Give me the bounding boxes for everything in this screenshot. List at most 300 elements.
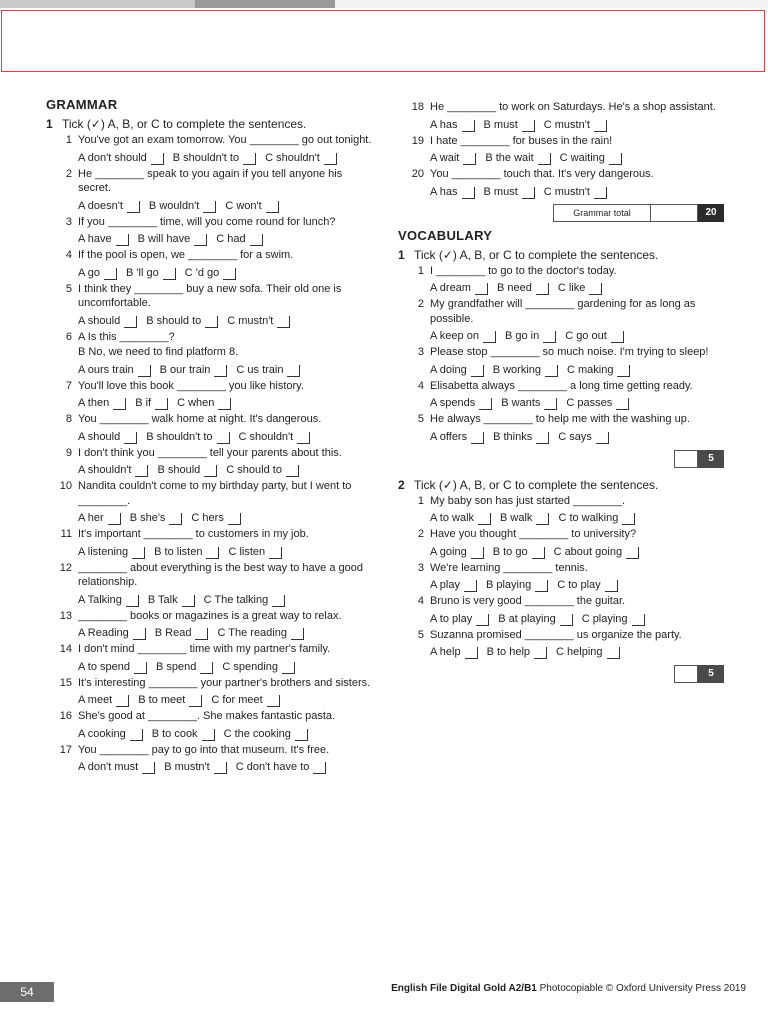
tick-box[interactable] (266, 201, 279, 213)
answer-option (498, 612, 572, 626)
right-column (398, 99, 724, 693)
question-text: ________ books or magazines is a great way to relax. (78, 609, 342, 622)
answer-option (493, 545, 545, 559)
answer-option (78, 232, 129, 246)
tick-box[interactable] (536, 283, 549, 295)
tick-box[interactable] (138, 365, 151, 377)
answer-option (567, 363, 630, 377)
question-number: 4 (65, 249, 72, 261)
tick-box[interactable] (479, 398, 492, 410)
tick-box[interactable] (626, 547, 639, 559)
option-label: B wouldn't (148, 199, 200, 212)
answer-option (149, 199, 216, 213)
question-number: 8 (65, 413, 72, 425)
question-number: 9 (65, 446, 72, 459)
answer-option (493, 430, 549, 444)
answer-option (135, 396, 168, 410)
tick-box[interactable] (324, 153, 337, 165)
question-number: 16 (59, 710, 72, 722)
answer-option (556, 645, 619, 659)
option-label: A listening (78, 545, 129, 558)
tick-box[interactable] (616, 398, 629, 410)
tick-box[interactable] (589, 283, 602, 295)
option-label: A her (78, 512, 104, 524)
tick-box[interactable] (471, 432, 484, 444)
tick-box[interactable] (104, 268, 117, 280)
score-field[interactable] (674, 665, 698, 683)
tick-box[interactable] (471, 547, 484, 559)
answer-option (430, 511, 491, 525)
question-number: 12 (59, 561, 72, 574)
tick-box[interactable] (605, 580, 618, 592)
option-label: A should (78, 430, 121, 443)
answer-option (78, 626, 146, 640)
answer-option (558, 511, 635, 525)
tick-box[interactable] (195, 628, 208, 640)
answer-option (204, 593, 286, 607)
question-item (46, 167, 374, 213)
answer-option (430, 329, 496, 343)
question-item (46, 248, 374, 280)
question-text: Suzanna promised ________ us organize the party. (430, 628, 682, 641)
option-label: B to help (486, 646, 531, 658)
option-label: C shouldn't (265, 151, 320, 164)
option-label: B shouldn't to (146, 430, 213, 443)
question-number: 7 (65, 379, 72, 392)
tick-box[interactable] (116, 234, 129, 246)
tick-box[interactable] (594, 120, 607, 132)
answer-option (430, 363, 484, 377)
answer-option (485, 151, 550, 165)
question-text: You've got an exam tomorrow. You ________ go out tonight. (78, 134, 372, 146)
grammar-task-instruction (46, 117, 374, 131)
question-text: Have you thought ________ to university? (430, 528, 637, 540)
option-label: C mustn't (543, 185, 590, 198)
grammar-total-label: Grammar total (553, 204, 651, 222)
answer-option (430, 578, 477, 592)
question-text: He ________ speak to you again if you tell anyone his secret. (78, 167, 343, 194)
option-label: C won't (225, 199, 262, 212)
vocab-task1-score (398, 450, 724, 468)
answer-option (557, 578, 617, 592)
answer-option (78, 545, 145, 559)
option-label: C to play (557, 579, 601, 591)
tick-box[interactable] (203, 201, 216, 213)
tick-box[interactable] (142, 762, 155, 774)
tick-box[interactable] (155, 398, 168, 410)
tick-box[interactable] (223, 268, 236, 280)
answer-option (152, 727, 215, 741)
task-number: 1 (46, 117, 53, 131)
answer-option (430, 118, 475, 132)
question-item (398, 527, 724, 559)
question-number: 3 (65, 215, 72, 228)
option-label: A shouldn't (78, 464, 132, 476)
question-number: 5 (417, 413, 424, 425)
tick-box[interactable] (126, 595, 139, 607)
tick-box[interactable] (611, 331, 624, 343)
tick-box[interactable] (476, 614, 489, 626)
answer-option (78, 314, 137, 328)
question-text: I don't mind ________ time with my partner's family. (78, 643, 331, 655)
tick-box[interactable] (194, 234, 207, 246)
answer-option (505, 329, 556, 343)
option-label: C listen (228, 545, 266, 558)
answer-option (146, 314, 218, 328)
tick-box[interactable] (127, 201, 140, 213)
option-label: B will have (137, 233, 191, 245)
tick-box[interactable] (545, 365, 558, 377)
option-label: C don't have to (235, 761, 310, 773)
tick-box[interactable] (282, 662, 295, 674)
question-text: Elisabetta always ________ a long time getting ready. (430, 379, 693, 392)
answer-option (78, 660, 147, 674)
question-text: Bruno is very good ________ the guitar. (430, 595, 626, 607)
option-label: B spend (156, 660, 197, 673)
tick-box[interactable] (113, 398, 126, 410)
tick-box[interactable] (134, 662, 147, 674)
option-label: B thinks (493, 430, 533, 443)
option-label: A to spend (78, 660, 130, 673)
answer-option (430, 185, 475, 199)
option-label: B Talk (147, 593, 178, 606)
answer-option (430, 151, 476, 165)
footer-credit (391, 982, 746, 996)
question-text: She's good at ________. She makes fantastic pasta. (78, 710, 336, 722)
answer-option (558, 430, 609, 444)
tick-box[interactable] (478, 513, 491, 525)
tick-box[interactable] (287, 365, 300, 377)
question-text: It's important ________ to customers in my job. (78, 528, 309, 540)
tick-box[interactable] (116, 695, 129, 707)
answer-option (155, 626, 209, 640)
question-text: We're learning ________ tennis. (430, 561, 588, 574)
tick-box[interactable] (544, 398, 557, 410)
question-number: 5 (417, 628, 424, 641)
question-item (46, 709, 374, 741)
option-label: C for meet (211, 694, 263, 706)
answer-option (211, 693, 279, 707)
option-label: C about going (553, 545, 623, 558)
option-label: C us train (236, 363, 284, 376)
option-label: B must (483, 118, 518, 131)
option-label: B to go (492, 545, 528, 558)
option-label: A Talking (78, 593, 122, 606)
question-text: You ________ pay to go into that museum. It's free. (78, 743, 330, 756)
answer-option (138, 232, 208, 246)
tick-box[interactable] (475, 283, 488, 295)
tick-box[interactable] (632, 614, 645, 626)
answer-option (430, 545, 484, 559)
answer-option (78, 463, 148, 477)
tick-box[interactable] (522, 120, 535, 132)
tick-box[interactable] (594, 187, 607, 199)
tick-box[interactable] (218, 398, 231, 410)
instruction-text: Tick (✓) A, B, or C to complete the sentences. (414, 247, 659, 262)
book-title: English File Digital Gold A2/B1 (391, 983, 537, 994)
question-text: Nandita couldn't come to my birthday party, but I went to ________. (78, 480, 352, 507)
tick-box[interactable] (536, 432, 549, 444)
question-number: 17 (59, 743, 72, 756)
instruction-text: Tick (✓) A, B, or C to complete the sentences. (414, 477, 659, 492)
answer-option (154, 545, 219, 559)
answer-option (130, 511, 183, 525)
question-item (398, 100, 724, 132)
tick-box[interactable] (202, 729, 215, 741)
answer-option (157, 463, 217, 477)
question-number: 4 (417, 379, 424, 392)
tick-box[interactable] (205, 316, 218, 328)
tick-box[interactable] (465, 647, 478, 659)
vocab-task2-score (398, 665, 724, 683)
question-number: 2 (417, 298, 424, 310)
question-text: My grandfather will ________ gardening for as long as possible. (430, 298, 696, 325)
tick-box[interactable] (135, 465, 148, 477)
question-text: A Is this ________? (78, 330, 175, 343)
tick-box[interactable] (267, 695, 280, 707)
answer-option (558, 281, 603, 295)
option-label: A should (78, 314, 121, 327)
option-label: A going (430, 545, 467, 558)
tick-box[interactable] (297, 432, 310, 444)
tick-box[interactable] (295, 729, 308, 741)
option-label: A wait (430, 152, 460, 164)
instruction-text: Tick (✓) A, B, or C to complete the sentences. (62, 117, 307, 131)
tick-box[interactable] (269, 547, 282, 559)
answer-option (164, 760, 227, 774)
question-item (46, 133, 374, 165)
question-text: ________ about everything is the best way to have a good relationship. (78, 561, 363, 588)
question-number: 19 (411, 134, 424, 147)
answer-option (582, 612, 645, 626)
tick-box[interactable] (596, 432, 609, 444)
option-label: C The reading (217, 627, 287, 639)
score-field[interactable] (674, 450, 698, 468)
answer-option (484, 118, 535, 132)
question-item (398, 412, 724, 444)
option-label: A keep on (430, 330, 479, 342)
question-number: 2 (65, 167, 72, 180)
tick-box[interactable] (214, 365, 227, 377)
question-text: He ________ to work on Saturdays. He's a shop assistant. (430, 101, 716, 113)
answer-option (160, 363, 228, 377)
tick-box[interactable] (313, 762, 326, 774)
question-text: It's interesting ________ your partner's brothers and sisters. (78, 676, 371, 689)
tick-box[interactable] (228, 513, 241, 525)
option-label: B she's (129, 512, 166, 524)
option-label: C passes (566, 397, 613, 409)
vocabulary-heading: VOCABULARY (398, 227, 493, 243)
tick-box[interactable] (522, 187, 535, 199)
option-label: C should to (226, 464, 282, 476)
answer-option (239, 430, 311, 444)
tick-box[interactable] (560, 614, 573, 626)
tick-box[interactable] (169, 513, 182, 525)
answer-option (430, 430, 484, 444)
option-label: B to cook (151, 727, 198, 740)
answer-option (430, 396, 492, 410)
question-text: I ________ to go to the doctor's today. (430, 264, 617, 277)
tick-box[interactable] (462, 187, 475, 199)
option-label: A has (430, 185, 458, 198)
option-label: B playing (485, 579, 532, 591)
answer-option (554, 545, 640, 559)
option-label: A offers (430, 430, 468, 443)
answer-option (126, 266, 176, 280)
option-label: B our train (159, 363, 211, 376)
option-label: C helping (556, 646, 603, 658)
question-item (46, 215, 374, 247)
question-item (398, 264, 724, 296)
answer-option (225, 199, 278, 213)
answer-option (265, 151, 337, 165)
tick-box[interactable] (151, 153, 164, 165)
tick-box[interactable] (535, 580, 548, 592)
header-box (1, 10, 765, 72)
option-label: B go in (504, 330, 540, 342)
answer-option (78, 511, 121, 525)
option-label: B need (496, 282, 532, 294)
question-text: I don't think you ________ tell your parents about this. (78, 446, 342, 459)
tick-box[interactable] (532, 547, 545, 559)
option-label: A doesn't (78, 199, 123, 212)
tick-box[interactable] (622, 513, 635, 525)
question-item (398, 297, 724, 343)
tick-box[interactable] (204, 465, 217, 477)
answer-option (148, 593, 195, 607)
answer-option (566, 396, 629, 410)
answer-option (78, 430, 137, 444)
tick-box[interactable] (132, 547, 145, 559)
question-number: 11 (60, 528, 72, 540)
tick-box[interactable] (543, 331, 556, 343)
option-label: B walk (500, 512, 533, 524)
answer-option (173, 151, 256, 165)
tick-box[interactable] (536, 513, 549, 525)
tick-box[interactable] (462, 120, 475, 132)
tick-box[interactable] (124, 432, 137, 444)
option-label: C go out (565, 330, 607, 342)
question-item (46, 609, 374, 641)
answer-option (484, 185, 535, 199)
tick-box[interactable] (214, 762, 227, 774)
answer-option (236, 363, 300, 377)
answer-option (78, 151, 164, 165)
question-number: 10 (59, 480, 72, 492)
tick-box[interactable] (243, 153, 256, 165)
question-item (398, 345, 724, 377)
question-number: 13 (59, 609, 72, 622)
grammar-total-score-field[interactable] (651, 204, 698, 222)
grammar-heading: GRAMMAR (46, 97, 118, 112)
answer-option (560, 151, 622, 165)
tick-box[interactable] (277, 316, 290, 328)
question-item (46, 642, 374, 674)
tick-box[interactable] (133, 628, 146, 640)
option-label: A cooking (78, 727, 126, 740)
answer-option (78, 396, 126, 410)
option-label: C waiting (559, 152, 605, 164)
option-label: A don't should (78, 151, 147, 164)
option-label: C 'd go (184, 266, 220, 279)
tick-box[interactable] (108, 513, 121, 525)
tick-box[interactable] (607, 647, 620, 659)
tick-box[interactable] (217, 432, 230, 444)
answer-option (497, 281, 549, 295)
tick-box[interactable] (206, 547, 219, 559)
tick-box[interactable] (189, 695, 202, 707)
tick-box[interactable] (272, 595, 285, 607)
tick-box[interactable] (609, 153, 622, 165)
answer-option (217, 626, 304, 640)
tick-box[interactable] (130, 729, 143, 741)
answer-option (222, 660, 295, 674)
question-item (46, 282, 374, 328)
question-number: 14 (59, 643, 72, 655)
answer-option (78, 363, 151, 377)
option-label: B to meet (138, 694, 186, 706)
answer-option (78, 727, 143, 741)
grammar-column (46, 97, 374, 776)
tick-box[interactable] (250, 234, 263, 246)
answer-option (501, 396, 557, 410)
score-value: 5 (698, 665, 724, 683)
answer-option (228, 545, 282, 559)
tick-box[interactable] (471, 365, 484, 377)
option-label: A help (430, 646, 461, 658)
option-label: A play (430, 579, 460, 591)
question-text: If you ________ time, will you come round for lunch? (78, 215, 336, 228)
question-item (398, 561, 724, 593)
tick-box[interactable] (538, 153, 551, 165)
answer-option (430, 281, 488, 295)
tick-box[interactable] (617, 365, 630, 377)
question-text: If the pool is open, we ________ for a swim. (78, 249, 294, 261)
question-number: 18 (411, 101, 424, 113)
tick-box[interactable] (163, 268, 176, 280)
option-label: C says (558, 430, 592, 443)
copyright-text: Photocopiable © Oxford University Press 2019 (539, 983, 746, 994)
question-number: 1 (417, 494, 424, 507)
tick-box[interactable] (200, 662, 213, 674)
page-number: 54 (0, 982, 54, 1002)
answer-option (430, 612, 489, 626)
tick-box[interactable] (124, 316, 137, 328)
option-label: B the wait (485, 152, 534, 164)
question-text: My baby son has just started ________. (430, 494, 626, 507)
option-label: A don't must (78, 761, 139, 773)
question-number: 4 (417, 595, 424, 607)
option-label: B at playing (498, 612, 556, 625)
question-item (46, 446, 374, 478)
tick-box[interactable] (534, 647, 547, 659)
tick-box[interactable] (286, 465, 299, 477)
question-number: 3 (417, 346, 424, 358)
tick-box[interactable] (464, 580, 477, 592)
score-value: 5 (698, 450, 724, 468)
question-item (46, 743, 374, 775)
tick-box[interactable] (483, 331, 496, 343)
option-label: A then (78, 397, 110, 409)
question-text: You ________ walk home at night. It's dangerous. (78, 413, 322, 425)
question-item (46, 561, 374, 607)
option-label: B working (492, 363, 541, 376)
answer-option (78, 593, 139, 607)
tick-box[interactable] (182, 595, 195, 607)
tick-box[interactable] (291, 628, 304, 640)
tick-box[interactable] (463, 153, 476, 165)
option-label: B mustn't (164, 761, 210, 773)
